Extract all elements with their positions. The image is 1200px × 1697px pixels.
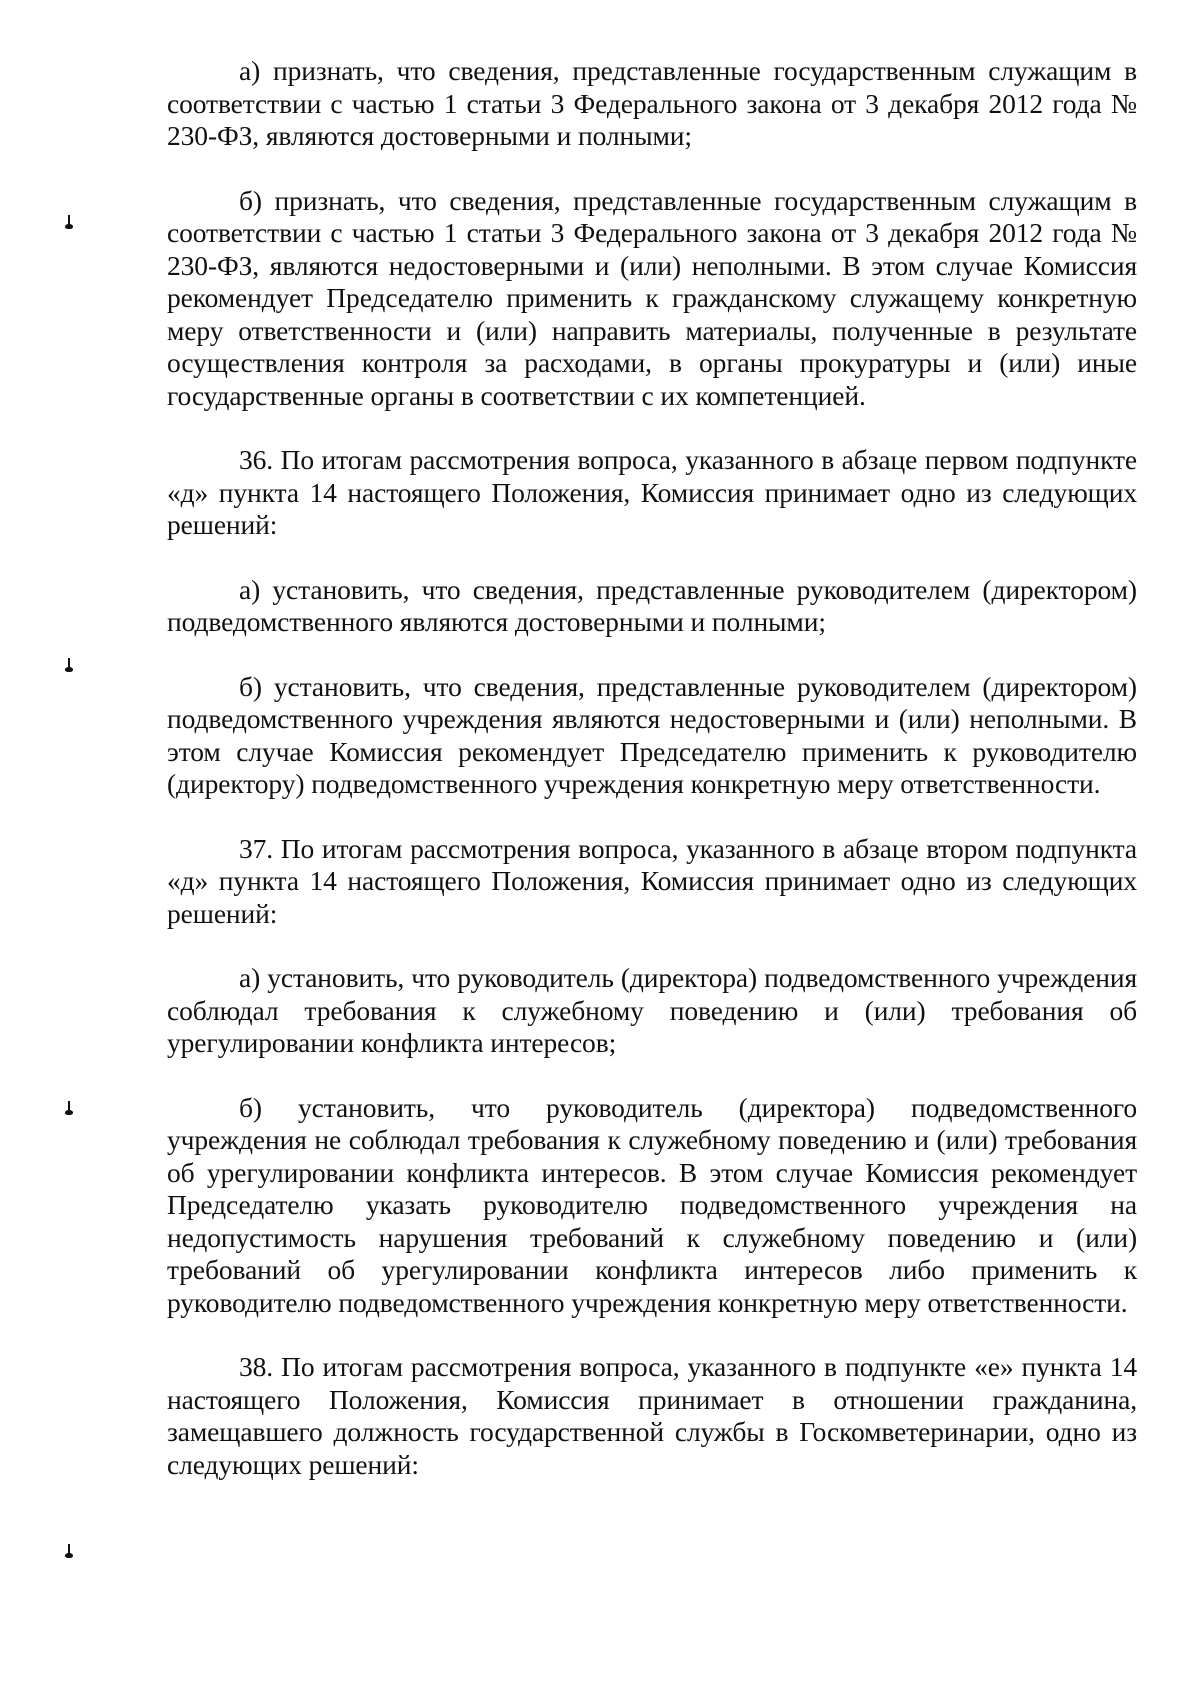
binder-mark (65, 1544, 73, 1560)
paragraph-38: 38. По итогам рассмотрения вопроса, указанного в подпункте «е» пункта 14 настоящего Положения, Комиссия принимает в отношении гражданина, замещавшего должность государственной службы в Госкомветеринарии, одно из следующих решений: (167, 1351, 1137, 1480)
paragraph-36: 36. По итогам рассмотрения вопроса, указанного в абзаце первом подпункте «д» пункта 14 настоящего Положения, Комиссия принимает одно из следующих решений: (167, 444, 1137, 540)
binder-mark (65, 215, 73, 231)
paragraph-36b: б) установить, что сведения, представленные руководителем (директором) подведомственного учреждения являются недостоверными и (или) неполными. В этом случае Комиссия рекомендует Председателю применить к руководителю (директору) подведомственного учреждения конкретную меру ответственности. (167, 670, 1137, 799)
paragraph-35a: а) признать, что сведения, представленные государственным служащим в соответствии с частью 1 статьи 3 Федерального закона от 3 декабря 2012 года № 230-ФЗ, являются достоверными и полными; (167, 55, 1137, 151)
paragraph-37: 37. По итогам рассмотрения вопроса, указанного в абзаце втором подпункта «д» пункта 14 настоящего Положения, Комиссия принимает одно из следующих решений: (167, 832, 1137, 929)
document-body (167, 55, 1137, 1513)
binder-mark (65, 658, 73, 674)
paragraph-36a: а) установить, что сведения, представленные руководителем (директором) подведомственного являются достоверными и полными; (167, 573, 1137, 637)
paragraph-35b: б) признать, что сведения, представленные государственным служащим в соответствии с частью 1 статьи 3 Федерального закона от 3 декабря 2012 года № 230-ФЗ, являются недостоверными и (или) неполными. В этом случае Комиссия рекомендует Председателю применить к гражданскому служащему конкретную меру ответственности и (или) направить материалы, полученные в результате осуществления контроля за расходами, в органы прокуратуры и (или) иные государственные органы в соответствии с их компетенцией. (167, 184, 1137, 411)
paragraph-37b: б) установить, что руководитель (директора) подведомственного учреждения не соблюдал требования к служебному поведению и (или) требования об урегулировании конфликта интересов. В этом случае Комиссия рекомендует Председателю указать руководителю подведомственного учреждения на недопустимость нарушения требований к служебному поведению и (или) требований об урегулировании конфликта интересов либо применить к руководителю подведомственного учреждения конкретную меру ответственности. (167, 1091, 1137, 1318)
binder-mark (65, 1101, 73, 1117)
paragraph-37a: а) установить, что руководитель (директора) подведомственного учреждения соблюдал требования к служебному поведению и (или) требования об урегулировании конфликта интересов; (167, 962, 1137, 1058)
